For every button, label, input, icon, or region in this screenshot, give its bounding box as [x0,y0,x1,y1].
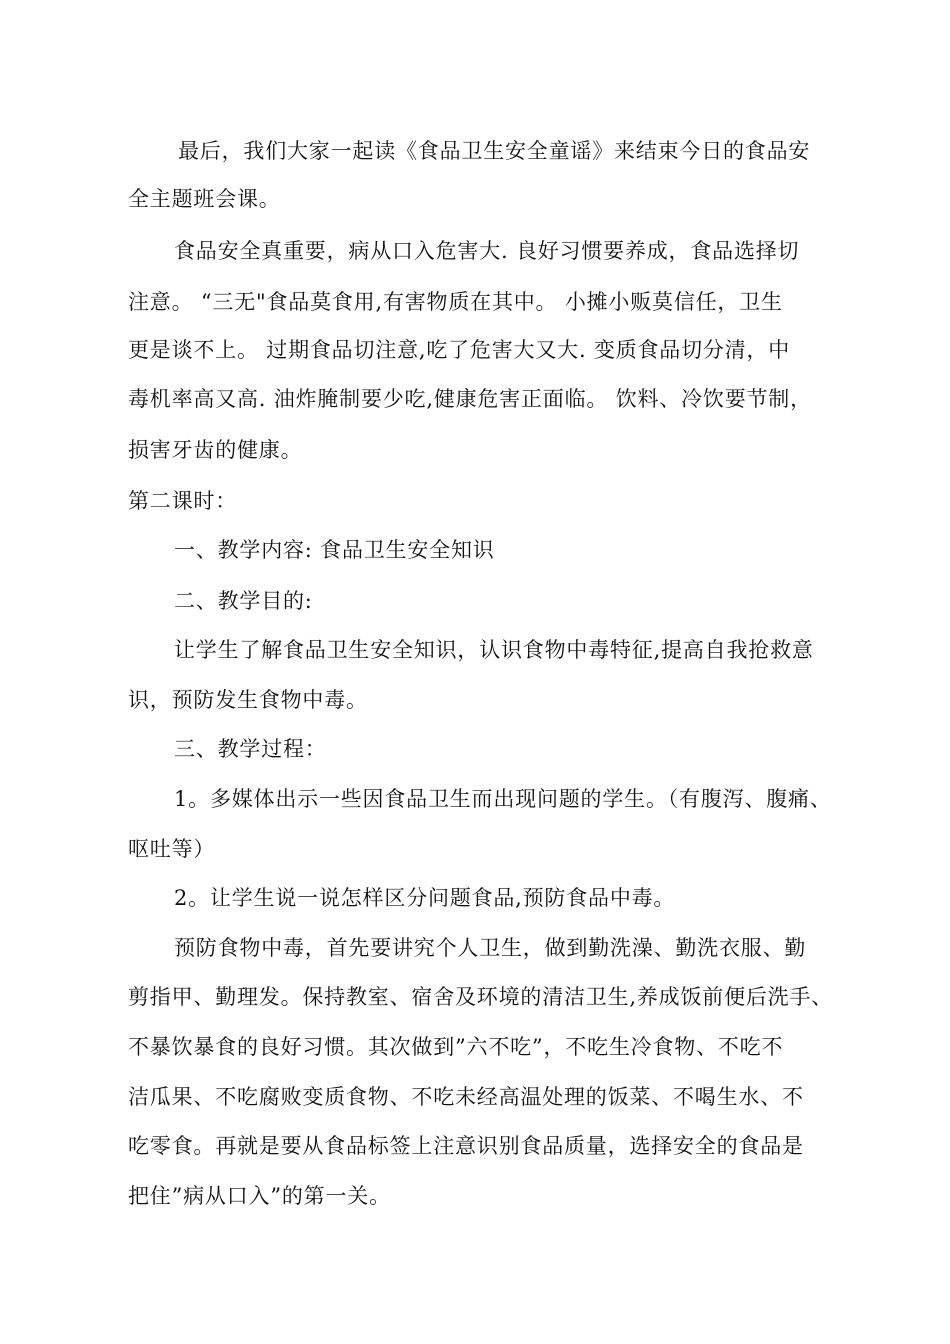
section-heading: 第二课时： [128,489,237,513]
text-line: 食品安全真重要，病从口入危害大. 良好习惯要养成，食品选择切 [174,239,800,263]
text-line: 全主题班会课。 [128,187,281,211]
text-line: 三、教学过程： [174,737,327,761]
text-line: 洁瓜果、不吃腐败变质食物、不吃未经高温处理的饭菜、不喝生水、不 [128,1085,804,1109]
text-line: 识，预防发生食物中毒。 [128,688,368,712]
text-line: 2。让学生说一说怎样区分问题食品,预防食品中毒。 [174,886,676,910]
text-line: 把住”病从口入”的第一关。 [128,1184,391,1208]
text-line: 更是谈不上。 过期食品切注意,吃了危害大又大. 变质食品切分清，中 [128,338,791,362]
text-line: 二、教学目的: [174,589,313,613]
text-line: 预防食物中毒，首先要讲究个人卫生，做到勤洗澡、勤洗衣服、勤 [174,936,807,960]
text-line: 呕吐等） [128,837,216,861]
text-line: 注意。 “三无"食品莫食用,有害物质在其中。 小摊小贩莫信任，卫生 [128,290,783,314]
text-line: 最后，我们大家一起读《食品卫生安全童谣》来结束今日的食品安 [178,139,811,163]
text-line: 损害牙齿的健康。 [128,438,303,462]
text-line: 1。多媒体出示一些因食品卫生而出现问题的学生。（有腹泻、腹痛、 [174,787,832,811]
text-line: 一、教学内容: 食品卫生安全知识 [174,538,495,562]
text-line: 不暴饮暴食的良好习惯。其次做到”六不吃”，不吃生冷食物、不吃不 [128,1035,784,1059]
text-line: 剪指甲、勤理发。保持教室、宿舍及环境的清洁卫生,养成饭前便后洗手、 [128,985,834,1009]
text-line: 让学生了解食品卫生安全知识，认识食物中毒特征,提高自我抢救意 [174,638,814,662]
text-line: 毒机率高又高. 油炸腌制要少吃,健康危害正面临。 饮料、冷饮要节制， [128,387,812,411]
text-line: 吃零食。再就是要从食品标签上注意识别食品质量，选择安全的食品是 [128,1134,804,1158]
